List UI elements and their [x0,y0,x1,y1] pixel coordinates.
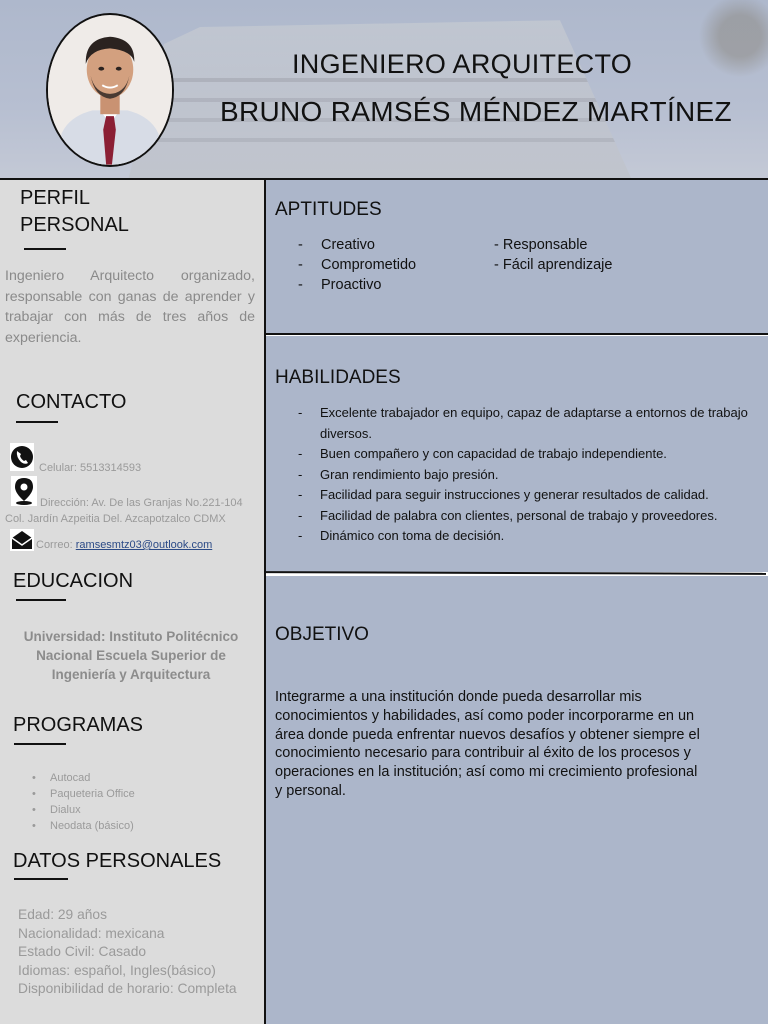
programa-item: • Dialux [32,802,135,818]
dato-item: Estado Civil: Casado [18,944,147,959]
programas-heading: PROGRAMAS [13,714,144,736]
perfil-underline [24,248,66,250]
aptitudes-col2 [494,235,612,275]
aptitud-item: Comprometido [321,257,417,273]
perfil-text: Ingeniero Arquitecto organizado, responsable con ganas de aprender y trabajar con más de tres años de experiencia. [5,268,255,346]
habilidad-item: - Facilidad de palabra con clientes, personal de trabajo y proveedores. [298,506,748,527]
habilidad-item: - Gran rendimiento bajo presión. [298,465,748,486]
contact-correo-label: Correo: [36,539,76,551]
perfil-heading-line1: PERFIL [20,187,91,209]
contacto-heading: CONTACTO [16,391,127,413]
contact-celular: Celular: 5513314593 [39,462,142,474]
programas-list [32,770,135,834]
habilidad-item: - Buen compañero y con capacidad de trabajo independiente. [298,444,748,465]
aptitud-dash: - [298,257,303,273]
habilidad-item: - Dinámico con toma de decisión. [298,526,748,547]
candidate-name: BRUNO RAMSÉS MÉNDEZ MARTÍNEZ [220,96,732,127]
contact-direccion-line2: Col. Jardín Azpeitia Del. Azcapotzalco CDMX [5,513,226,525]
programa-item: • Paqueteria Office [32,786,135,802]
aptitudes-heading: APTITUDES [275,199,382,220]
datos-list [18,906,237,999]
habilidades-list [298,403,748,547]
email-link[interactable]: ramsesmtz03@outlook.com [75,539,213,551]
header-banner [0,0,768,180]
datos-heading: DATOS PERSONALES [13,850,222,872]
contacto-underline [16,421,58,423]
educacion-underline [16,599,66,601]
aptitud-item: - Fácil aprendizaje [494,257,613,273]
profile-photo-illustration [48,15,172,165]
phone-icon [10,443,34,471]
objetivo-text: Integrarme a una institución donde pueda desarrollar mis conocimientos y habilidades, así como poder incorporarme en un área donde pueda enfrentar nuevos desafíos y obtener siempre el conocimiento necesario para contribuir al éxito de los procesos y operaciones en la institución; así como mi crecimiento profesional y personal. [275,689,700,799]
habilidades-divider [264,571,766,575]
habilidad-item: - Facilidad para seguir instrucciones y generar resultados de calidad. [298,485,748,506]
envelope-icon [10,529,34,551]
aptitud-item: Creativo [321,237,375,253]
aptitud-item: - Responsable [494,237,588,253]
profile-photo [46,13,174,167]
dato-item: Idiomas: español, Ingles(básico) [18,962,216,978]
location-pin-icon [11,476,37,506]
dato-item: Nacionalidad: mexicana [18,925,165,941]
educacion-text: Universidad: Instituto Politécnico Nacional Escuela Superior de Ingeniería y Arquitectura [23,629,239,682]
programa-item: • Autocad [32,770,135,786]
job-title: INGENIERO ARQUITECTO [292,49,633,79]
contact-direccion-line1: Dirección: Av. De las Granjas No.221-104 [40,497,243,509]
objetivo-heading: OBJETIVO [275,624,369,645]
habilidad-item: - Excelente trabajador en equipo, capaz de adaptarse a entornos de trabajo diversos. [298,403,748,444]
programas-underline [14,743,66,745]
background-tree-image [698,0,768,90]
habilidades-heading: HABILIDADES [275,367,401,388]
aptitud-dash: - [298,277,303,293]
aptitudes-divider [266,333,768,335]
contact-correo [36,539,212,551]
datos-underline [14,878,68,880]
dato-item: Edad: 29 años [18,907,107,922]
aptitud-dash: - [298,237,303,253]
aptitud-item: Proactivo [321,277,382,293]
programa-item: • Neodata (básico) [32,818,135,834]
educacion-heading: EDUCACION [13,570,134,592]
dato-item: Disponibilidad de horario: Completa [18,981,237,996]
perfil-heading-line2: PERSONAL [20,214,129,236]
aptitudes-col1 [298,235,416,295]
